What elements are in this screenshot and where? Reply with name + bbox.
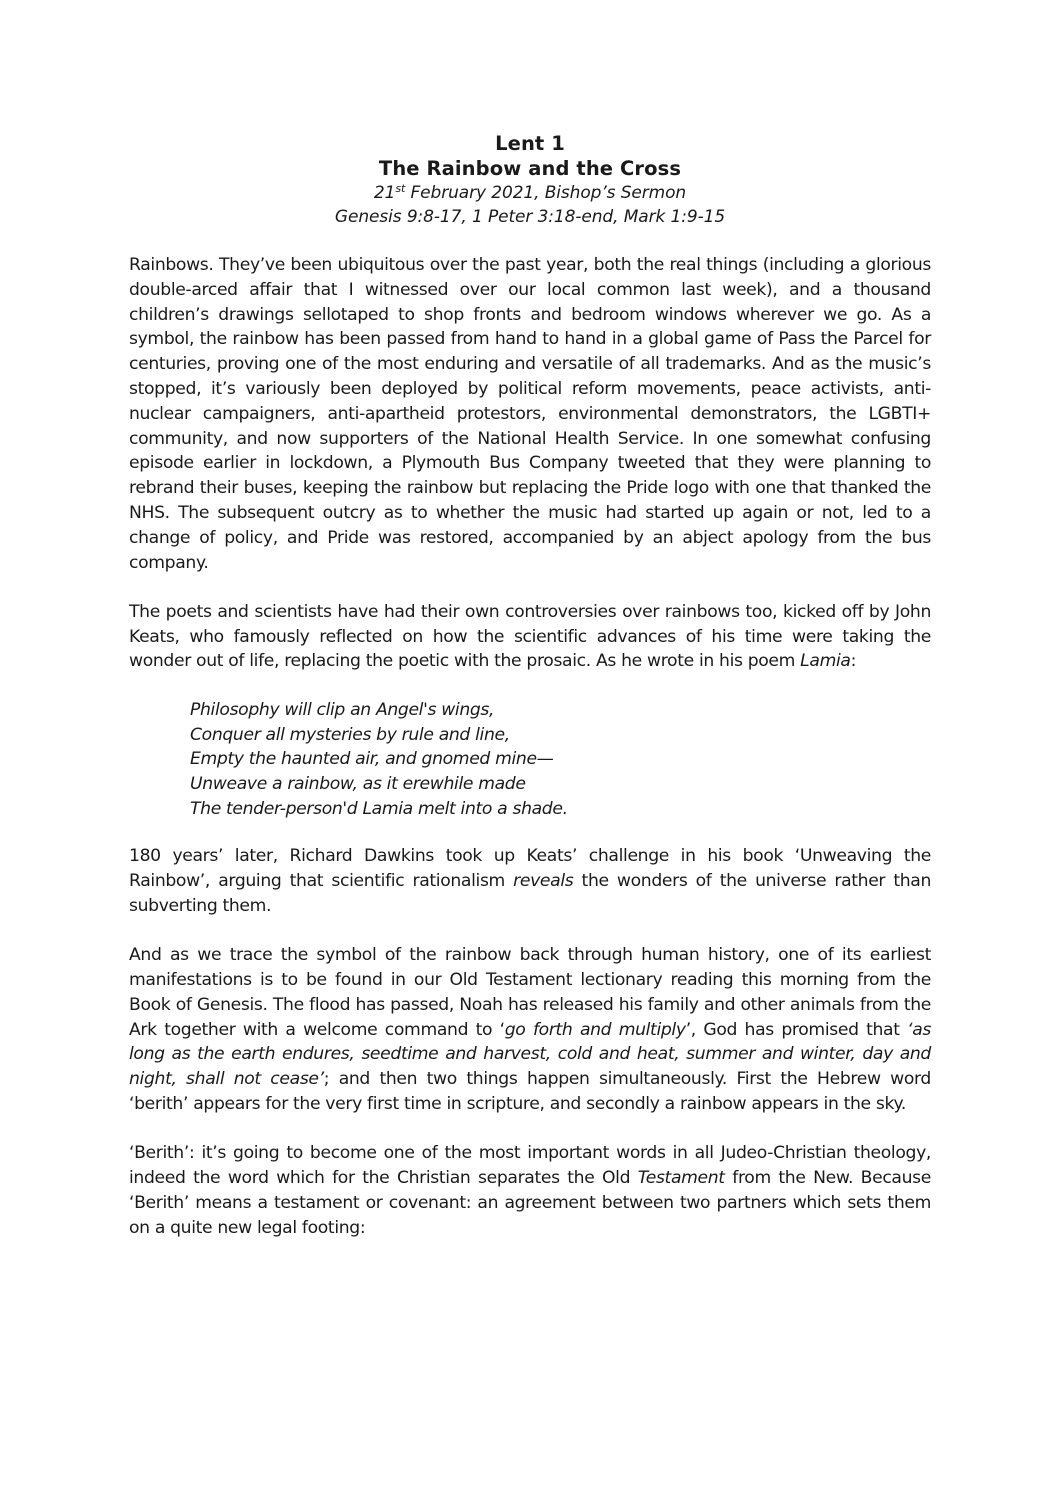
paragraph-poets-colon: : xyxy=(850,651,857,672)
sermon-date xyxy=(129,181,931,205)
document-page xyxy=(129,131,931,1265)
paragraph-dawkins-end: the wonders of the universe rather than subverting them. xyxy=(129,871,931,916)
paragraph-dawkins-text: 180 years’ later, Richard Dawkins took up Keats’ challenge in his book ‘Unweaving the Rainbow’, arguing that scientific rationalism xyxy=(129,846,931,892)
paragraph-poets xyxy=(129,600,931,674)
sermon-body xyxy=(129,253,931,1240)
sermon-header xyxy=(129,131,931,229)
emphasis-reveals: reveals xyxy=(513,871,574,892)
paragraph-genesis-end: ; and then two things happen simultaneously. First the Hebrew word ‘berith’ appears for the very first time in scripture, and secondly a rainbow appears in the sky. xyxy=(129,1069,931,1114)
sermon-readings: Genesis 9:8-17, 1 Peter 3:18-end, Mark 1:9-15 xyxy=(334,207,726,227)
quote-go-forth: go forth and multiply xyxy=(504,1019,686,1040)
poem-title: Lamia xyxy=(800,651,851,672)
poem-line: Conquer all mysteries by rule and line, xyxy=(190,724,510,745)
paragraph-berith-end: from the New. Because ‘Berith’ means a testament or covenant: an agreement between two partners which sets them on a quite new legal footing: xyxy=(129,1167,931,1238)
paragraph-genesis xyxy=(129,943,931,1117)
sermon-subtitle: The Rainbow and the Cross xyxy=(378,157,682,180)
poem-line: The tender-person'd Lamia melt into a shade. xyxy=(190,798,568,819)
quote-earth-endures: ‘as long as the earth endures, seedtime and harvest, cold and heat, summer and winter, day and night, shall not cease’ xyxy=(129,1019,931,1090)
sermon-title: Lent 1 xyxy=(495,132,565,155)
poem-quote xyxy=(190,698,931,821)
paragraph-genesis-text: And as we trace the symbol of the rainbow back through human history, one of its earliest manifestations is to be found in our Old Testament lectionary reading this morning from the Book of Genesis. The flood has passed, Noah has released his family and other animals from the Ark together with a welcome command to ‘ xyxy=(129,945,931,1040)
paragraph-poets-text: The poets and scientists have had their own controversies over rainbows too, kicked off by John Keats, who famously reflected on how the scientific advances of his time were taking the wonder out of life, replacing the poetic with the prosaic. As he wrote in his poem xyxy=(129,601,931,672)
emphasis-testament: Testament xyxy=(637,1167,725,1188)
poem-line: Empty the haunted air, and gnomed mine— xyxy=(190,749,554,770)
poem-line: Philosophy will clip an Angel's wings, xyxy=(190,700,495,721)
poem-line: Unweave a rainbow, as it erewhile made xyxy=(190,774,526,795)
paragraph-berith xyxy=(129,1141,931,1240)
paragraph-dawkins xyxy=(129,844,931,918)
date-day: 21 xyxy=(373,183,396,203)
paragraph-rainbows: Rainbows. They’ve been ubiquitous over the past year, both the real things (including a glorious double-arced affair that I witnessed over our local common last week), and a thousand children’s drawings sellotaped to shop fronts and bedroom windows wherever we go. As a symbol, the rainbow has been passed from hand to hand in a global game of Pass the Parcel for centuries, proving one of the most enduring and versatile of all trademarks. And as the music’s stopped, it’s variously been deployed by political reform movements, peace activists, anti-nuclear campaigners, anti-apartheid protestors, environmental demonstrators, the LGBTI+ community, and now supporters of the National Health Service. In one somewhat confusing episode earlier in lockdown, a Plymouth Bus Company tweeted that they were planning to rebrand their buses, keeping the rainbow but replacing the Pride logo with one that thanked the NHS. The subsequent outcry as to whether the music had started up again or not, led to a change of policy, and Pride was restored, accompanied by an abject apology from the bus company. xyxy=(129,255,931,573)
paragraph-berith-text: ‘Berith’: it’s going to become one of the most important words in all Judeo-Christian theology, indeed the word which for the Christian separates the Old xyxy=(129,1143,931,1188)
paragraph-genesis-mid: ’, God has promised that xyxy=(685,1019,908,1040)
date-suffix: st xyxy=(395,182,406,195)
date-rest: February 2021, Bishop’s Sermon xyxy=(405,183,687,203)
